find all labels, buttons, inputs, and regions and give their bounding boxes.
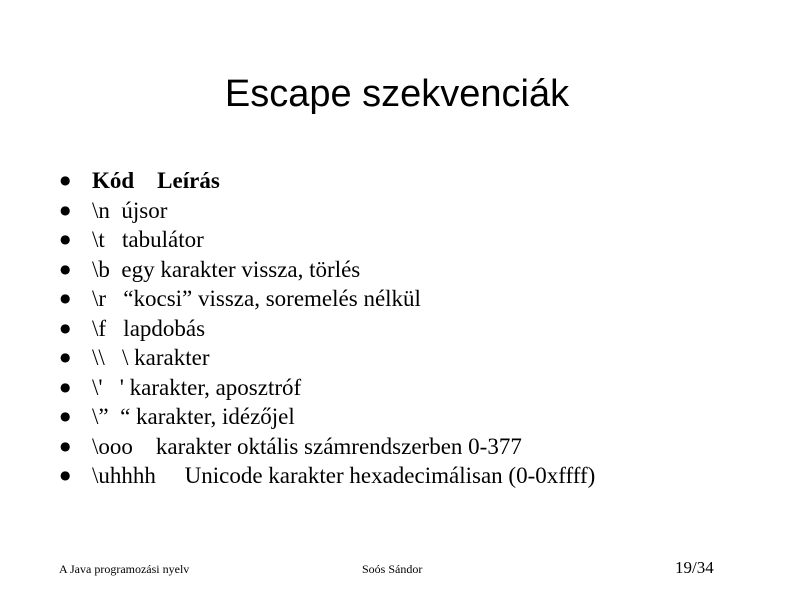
bullet-icon: ● bbox=[60, 350, 71, 364]
footer-author: Soós Sándor bbox=[362, 562, 423, 576]
escape-sequence-text: \” “ karakter, idézőjel bbox=[92, 404, 295, 429]
bullet-icon: ● bbox=[60, 202, 71, 217]
escape-sequence-text: \uhhhh Unicode karakter hexadecimálisan (0-0xffff) bbox=[92, 463, 596, 488]
page-number: 19/34 bbox=[675, 558, 714, 577]
bullet-icon: ● bbox=[60, 468, 71, 482]
footer-course-title: A Java programozási nyelv bbox=[59, 562, 190, 576]
bullet-icon: ● bbox=[60, 232, 71, 246]
column-headers: Kód Leírás bbox=[92, 168, 220, 193]
escape-sequence-text: \t tabulátor bbox=[92, 227, 204, 252]
bullet-icon: ● bbox=[60, 291, 71, 305]
escape-sequence-text: \ooo karakter oktális számrendszerben 0-377 bbox=[92, 433, 522, 459]
bullet-icon: ● bbox=[60, 379, 71, 394]
escape-sequence-text: \b egy karakter vissza, törlés bbox=[92, 256, 361, 282]
escape-sequence-text: \n újsor bbox=[92, 197, 168, 223]
escape-sequence-text: \' ' karakter, aposztróf bbox=[92, 374, 302, 400]
slide-title: Escape szekvenciák bbox=[224, 73, 570, 115]
escape-sequence-text: \\ \ karakter bbox=[92, 345, 210, 370]
bullet-icon: ● bbox=[60, 320, 71, 335]
bullet-icon: ● bbox=[60, 173, 71, 187]
escape-sequence-text: \f lapdobás bbox=[92, 315, 206, 341]
escape-sequence-text: \r “kocsi” vissza, soremelés nélkül bbox=[92, 286, 421, 311]
bullet-icon: ● bbox=[60, 438, 71, 453]
bullet-icon: ● bbox=[60, 409, 71, 423]
bullet-icon: ● bbox=[60, 261, 71, 276]
